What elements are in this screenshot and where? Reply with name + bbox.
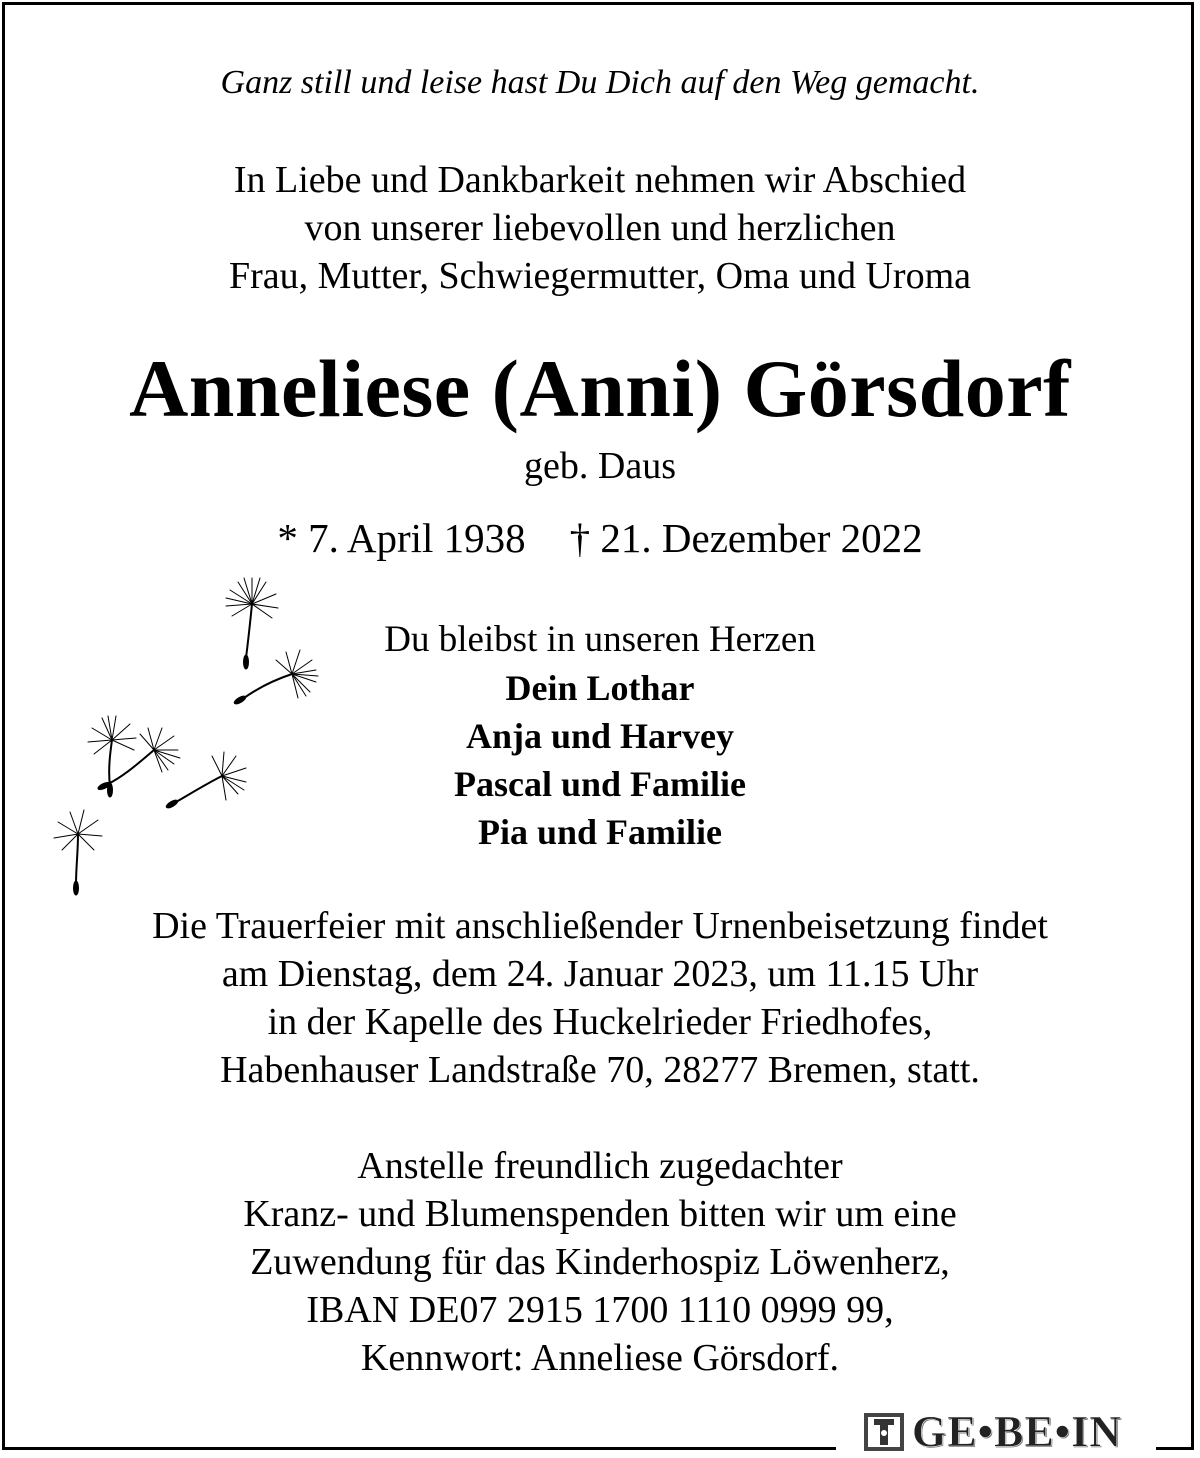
ceremony-line: am Dienstag, dem 24. Januar 2023, um 11.15 Uhr <box>221 953 979 995</box>
deceased-name: Anneliese (Anni) Görsdorf <box>129 343 1071 434</box>
family-signatures <box>0 664 1200 856</box>
ceremony-line: Habenhauser Landstraße 70, 28277 Bremen, statt. <box>220 1049 980 1091</box>
ceremony-line: Die Trauerfeier mit anschließender Urnenbeisetzung findet <box>152 905 1048 947</box>
intro-line: Frau, Mutter, Schwiegermutter, Oma und Uroma <box>228 255 971 297</box>
ceremony-text <box>0 902 1200 1094</box>
donation-line: Zuwendung für das Kinderhospiz Löwenherz, <box>250 1241 950 1283</box>
donation-line: Anstelle freundlich zugedachter <box>357 1145 843 1187</box>
donation-line: Kennwort: Anneliese Görsdorf. <box>360 1337 840 1379</box>
intro-line: In Liebe und Dankbarkeit nehmen wir Abschied <box>233 159 967 201</box>
publisher-logo <box>862 1408 1122 1454</box>
family-member: Anja und Harvey <box>465 716 735 756</box>
donation-line: IBAN DE07 2915 1700 1110 0999 99, <box>306 1289 894 1331</box>
closing-line: Du bleibst in unseren Herzen <box>384 619 816 660</box>
death-date: † 21. Dezember 2022 <box>569 515 923 561</box>
donation-line: Kranz- und Blumenspenden bitten wir um eine <box>243 1193 957 1235</box>
family-member: Pascal und Familie <box>453 764 746 804</box>
logo-wordmark: GE•BE•IN <box>912 1406 1122 1456</box>
intro-text <box>0 156 1200 300</box>
motto-line: Ganz still und leise hast Du Dich auf den Weg gemacht. <box>220 64 980 101</box>
family-member: Dein Lothar <box>505 668 695 708</box>
gebein-emblem-icon <box>862 1409 906 1453</box>
life-dates <box>0 514 1200 562</box>
birth-name: geb. Daus <box>524 445 676 487</box>
donation-text <box>0 1142 1200 1382</box>
birth-date: * 7. April 1938 <box>277 515 526 561</box>
family-member: Pia und Familie <box>477 812 723 852</box>
intro-line: von unserer liebevollen und herzlichen <box>304 207 896 249</box>
ceremony-line: in der Kapelle des Huckelrieder Friedhofes, <box>267 1001 933 1043</box>
